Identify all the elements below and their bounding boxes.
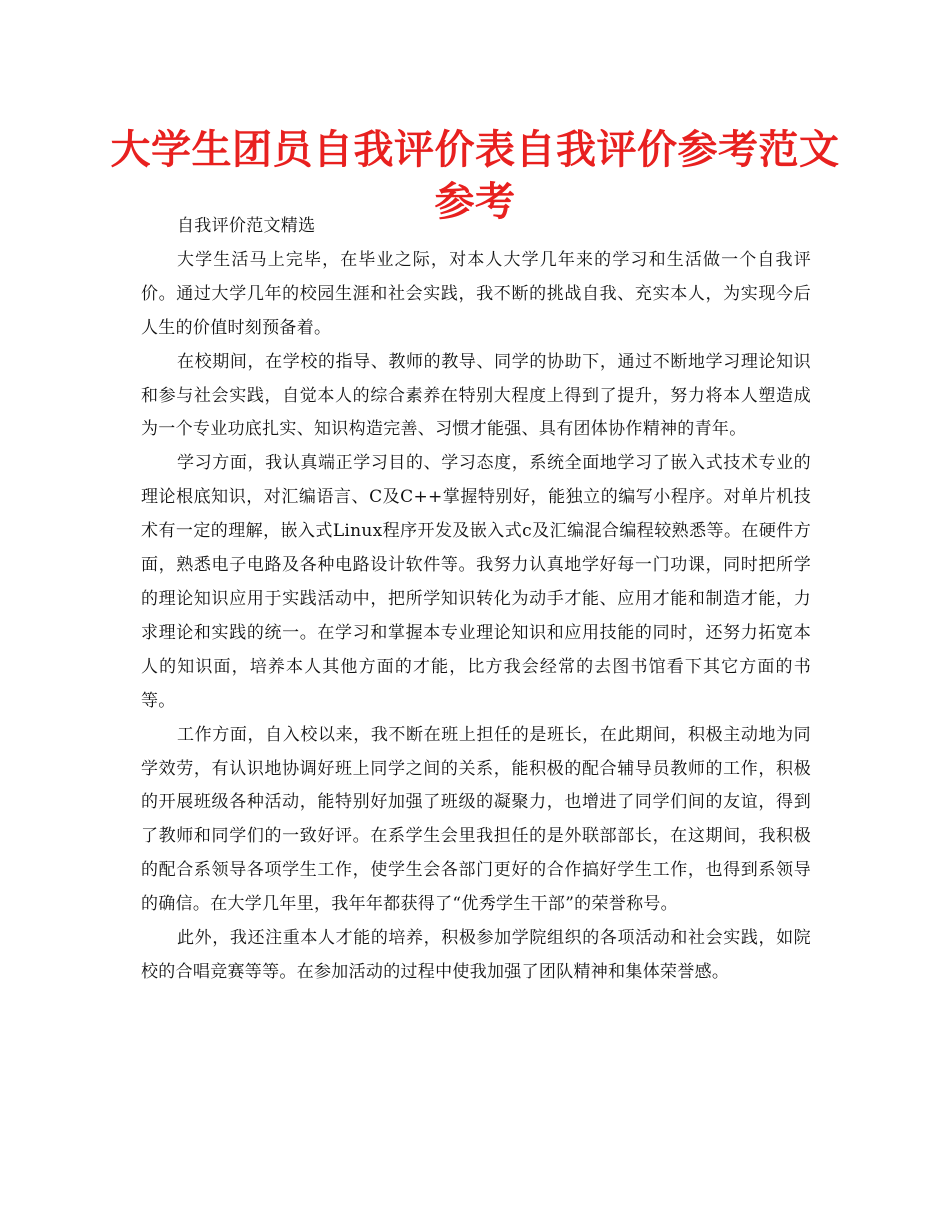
paragraph-intro: 大学生活马上完毕，在毕业之际，对本人大学几年来的学习和生活做一个自我评价。通过大学几年的校园生涯和社会实践，我不断的挑战自我、充实本人，为实现今后人生的价值时刻预备着。 <box>141 249 811 338</box>
paragraph-subtitle: 自我评价范文精选 <box>177 216 316 236</box>
paragraph-activities: 此外，我还注重本人才能的培养，积极参加学院组织的各项活动和社会实践，如院校的合唱竞赛等等。在参加活动的过程中使我加强了团队精神和集体荣誉感。 <box>141 928 811 982</box>
document-title: 大学生团员自我评价表自我评价参考范文参考 <box>110 127 840 225</box>
paragraph-school-period: 在校期间，在学校的指导、教师的教导、同学的协助下，通过不断地学习理论知识和参与社会实践，自觉本人的综合素养在特别大程度上得到了提升，努力将本人塑造成为一个专业功底扎实、知识构造完善、习惯才能强、具有团体协作精神的青年。 <box>141 351 811 440</box>
paragraph-work: 工作方面，自入校以来，我不断在班上担任的是班长，在此期间，积极主动地为同学效劳，有认识地协调好班上同学之间的关系，能积极的配合辅导员教师的工作，积极的开展班级各种活动，能特别好加强了班级的凝聚力，也增进了同学们间的友谊，得到了教师和同学们的一致好评。在系学生会里我担任的是外联部部长，在这期间，我积极的配合系领导各项学生工作，使学生会各部门更好的合作搞好学生工作，也得到系领导的确信。在大学几年里，我年年都获得了“优秀学生干部”的荣誉称号。 <box>141 724 811 915</box>
paragraph-study: 学习方面，我认真端正学习目的、学习态度，系统全面地学习了嵌入式技术专业的理论根底知识，对汇编语言、C及C++掌握特别好，能独立的编写小程序。对单片机技术有一定的理解，嵌入式Linux程序开发及嵌入式c及汇编混合编程较熟悉等。在硬件方面，熟悉电子电路及各种电路设计软件等。我努力认真地学好每一门功课，同时把所学的理论知识应用于实践活动中，把所学知识转化为动手才能、应用才能和制造才能，力求理论和实践的统一。在学习和掌握本专业理论知识和应用技能的同时，还努力拓宽本人的知识面，培养本人其他方面的才能，比方我会经常的去图书馆看下其它方面的书等。 <box>141 453 811 711</box>
document-body <box>141 210 811 990</box>
